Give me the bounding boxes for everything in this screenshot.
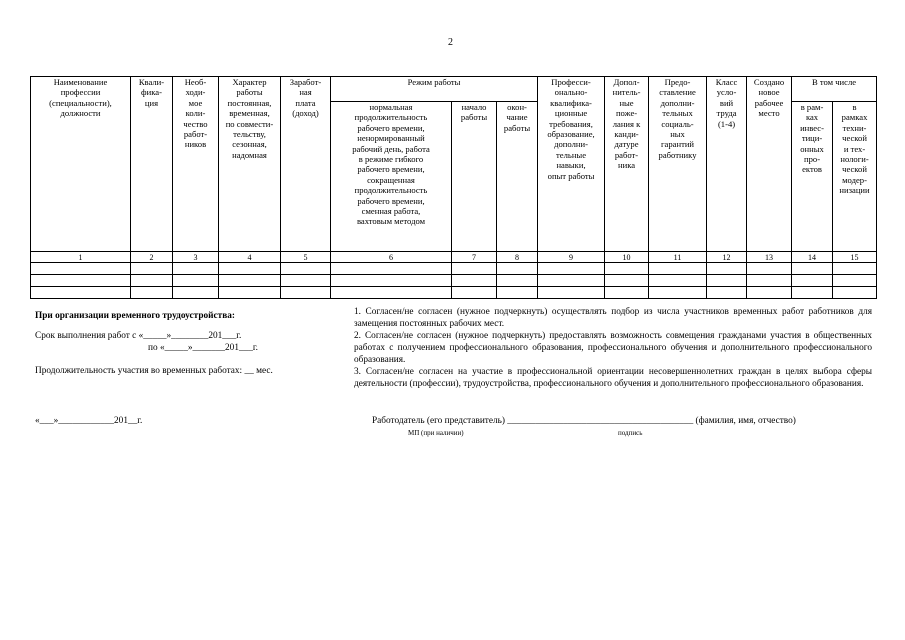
col-number: 12: [707, 252, 747, 263]
header-work-mode: Режим работы: [331, 77, 538, 102]
col-number: 13: [747, 252, 792, 263]
empty-cell[interactable]: [219, 275, 281, 287]
col-number: 4: [219, 252, 281, 263]
empty-cell[interactable]: [833, 287, 877, 299]
signature-note: подпись: [618, 429, 643, 437]
empty-cell[interactable]: [833, 263, 877, 275]
header-end-time: окон- чание работы: [497, 102, 538, 252]
work-term-end: по «_____»_______201___г.: [148, 343, 259, 353]
header-modernization: в рамках техни- ческой и тех- нологи- ческой модер- низации: [833, 102, 877, 252]
empty-cell[interactable]: [538, 263, 605, 275]
temp-employment-heading: При организации временного трудоустройства:: [35, 311, 235, 321]
consent-item-1: 1. Согласен/не согласен (нужное подчеркнуть) осуществлять подбор из числа участников временных работ работников для замещения постоянных рабочих мест.: [354, 307, 872, 329]
empty-cell[interactable]: [131, 275, 173, 287]
empty-cell[interactable]: [281, 263, 331, 275]
work-term-start: Срок выполнения работ с «_____»________201___г.: [35, 331, 242, 341]
table-row: [31, 287, 877, 299]
empty-cell[interactable]: [31, 287, 131, 299]
employer-signature-line: Работодатель (его представитель) ________________________________________ (фамилия, имя, отчество): [372, 416, 796, 426]
empty-cell[interactable]: [792, 287, 833, 299]
empty-cell[interactable]: [747, 263, 792, 275]
header-work-class: Класс усло- вий труда (1-4): [707, 77, 747, 252]
col-number: 7: [452, 252, 497, 263]
header-qualification: Квали- фика- ция: [131, 77, 173, 252]
consent-item-2: 2. Согласен/не согласен (нужное подчеркнуть) предоставлять возможность совмещения гражданами участия в общественных работах с получением профессионального образования, профессионального обучения и дополнительного профессионального образования.: [354, 331, 872, 365]
header-worker-count: Необ- ходи- мое коли- чество работ- ников: [173, 77, 219, 252]
participation-duration: Продолжительность участия во временных работах: __ мес.: [35, 366, 273, 376]
empty-cell[interactable]: [649, 263, 707, 275]
header-requirements: Професси- онально- квалифика- ционные требования, образование, дополни- тельные навыки, опыт работы: [538, 77, 605, 252]
consent-item-3: 3. Согласен/не согласен на участие в профессиональной ориентации несовершеннолетних граждан в целях выбора сферы деятельности (профессии), трудоустройства, профессионального обучения и дополнительного профессионального образования.: [354, 367, 872, 389]
header-new-workplace: Создано новое рабочее место: [747, 77, 792, 252]
col-number: 3: [173, 252, 219, 263]
empty-cell[interactable]: [747, 287, 792, 299]
col-number: 14: [792, 252, 833, 263]
empty-cell[interactable]: [792, 275, 833, 287]
empty-cell[interactable]: [173, 263, 219, 275]
header-start-time: начало работы: [452, 102, 497, 252]
empty-cell[interactable]: [452, 263, 497, 275]
empty-cell[interactable]: [707, 275, 747, 287]
col-number: 1: [31, 252, 131, 263]
signature-date: «___»____________201__г.: [35, 416, 143, 426]
col-number: 8: [497, 252, 538, 263]
empty-cell[interactable]: [331, 275, 452, 287]
header-profession: Наименование профессии (специальности), должности: [31, 77, 131, 252]
empty-cell[interactable]: [497, 263, 538, 275]
empty-cell[interactable]: [649, 275, 707, 287]
empty-cell[interactable]: [173, 275, 219, 287]
empty-cell[interactable]: [452, 275, 497, 287]
header-work-nature: Характер работы постоянная, временная, по совмести- тельству, сезонная, надомная: [219, 77, 281, 252]
col-number: 15: [833, 252, 877, 263]
empty-cell[interactable]: [331, 287, 452, 299]
header-wishes: Допол- нитель- ные поже- лания к канди- датуре работ- ника: [605, 77, 649, 252]
header-row: [31, 77, 877, 102]
col-number: 11: [649, 252, 707, 263]
empty-cell[interactable]: [605, 263, 649, 275]
header-investment-projects: в рам- ках инвес- тици- онных про- ектов: [792, 102, 833, 252]
empty-cell[interactable]: [747, 275, 792, 287]
empty-cell[interactable]: [497, 275, 538, 287]
header-salary: Заработ- ная плата (доход): [281, 77, 331, 252]
empty-cell[interactable]: [707, 287, 747, 299]
empty-cell[interactable]: [707, 263, 747, 275]
vacancy-table: [30, 76, 877, 299]
empty-cell[interactable]: [792, 263, 833, 275]
header-work-hours: нормальная продолжительность рабочего времени, ненормированный рабочий день, работа в режиме гибкого рабочего времени, сокращенная продолжительность рабочего времени, сменная работа, вахтовым методом: [331, 102, 452, 252]
col-number: 2: [131, 252, 173, 263]
empty-cell[interactable]: [538, 275, 605, 287]
col-number: 6: [331, 252, 452, 263]
header-social-guarantees: Предо- ставление дополни- тельных социаль- ных гарантий работнику: [649, 77, 707, 252]
empty-cell[interactable]: [131, 287, 173, 299]
page-number: 2: [448, 37, 453, 48]
empty-cell[interactable]: [538, 287, 605, 299]
col-number: 5: [281, 252, 331, 263]
empty-cell[interactable]: [833, 275, 877, 287]
stamp-note: МП (при наличии): [408, 429, 464, 437]
empty-cell[interactable]: [605, 275, 649, 287]
empty-cell[interactable]: [219, 263, 281, 275]
empty-cell[interactable]: [497, 287, 538, 299]
empty-cell[interactable]: [219, 287, 281, 299]
table-row: [31, 275, 877, 287]
empty-cell[interactable]: [173, 287, 219, 299]
empty-cell[interactable]: [331, 263, 452, 275]
table-row: [31, 263, 877, 275]
empty-cell[interactable]: [281, 287, 331, 299]
empty-cell[interactable]: [649, 287, 707, 299]
column-numbers-row: [31, 252, 877, 263]
empty-cell[interactable]: [131, 263, 173, 275]
col-number: 9: [538, 252, 605, 263]
header-in-total: В том числе: [792, 77, 877, 102]
empty-cell[interactable]: [605, 287, 649, 299]
empty-cell[interactable]: [452, 287, 497, 299]
empty-cell[interactable]: [281, 275, 331, 287]
empty-cell[interactable]: [31, 263, 131, 275]
col-number: 10: [605, 252, 649, 263]
empty-cell[interactable]: [31, 275, 131, 287]
